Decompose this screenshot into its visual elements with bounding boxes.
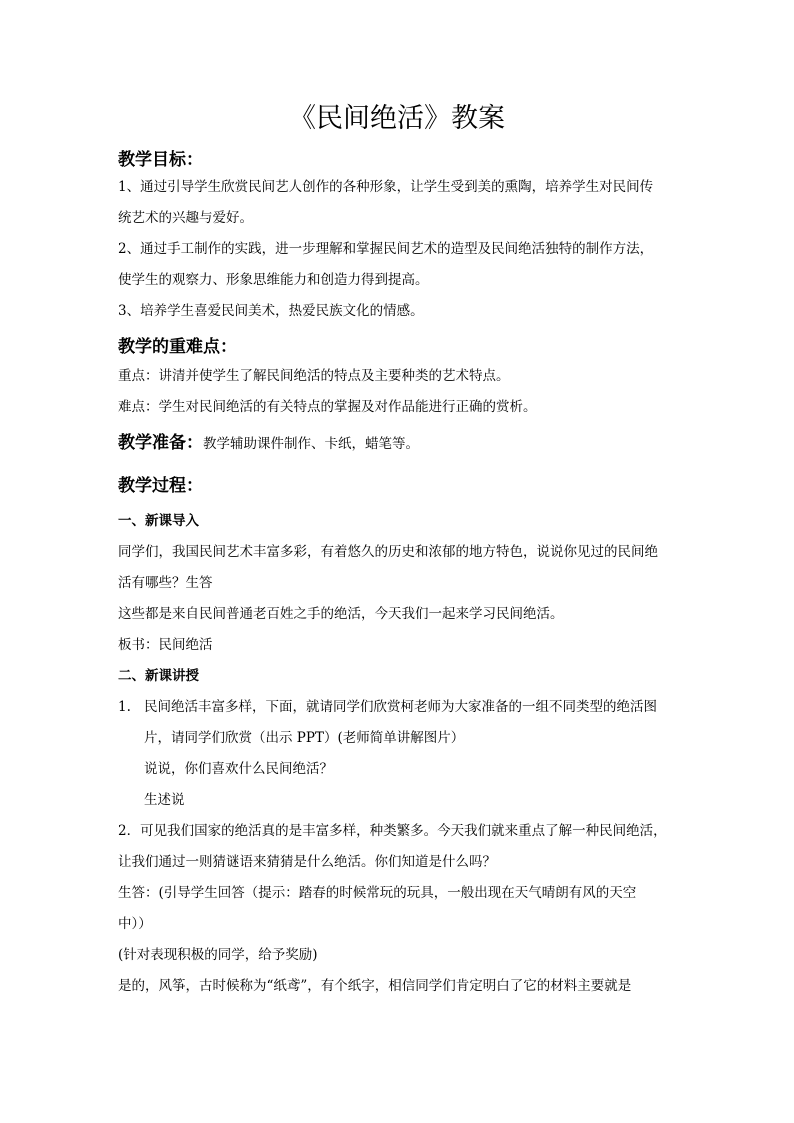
preparation-label: 教学准备： <box>118 433 203 453</box>
section2-item-2 <box>118 822 678 996</box>
key-point-line: 重点：讲清并使学生了解民间绝活的特点及主要种类的艺术特点。 <box>118 368 510 384</box>
item2-line: 2．可见我们国家的绝活真的是丰富多样，种类繁多。今天我们就来重点了解一种民间绝活， <box>118 823 667 839</box>
item2-line: 是的，风筝，古时候称为“纸鸢”，有个纸字，相信同学们肯定明白了它的材料主要就是 <box>118 978 632 994</box>
key-points-heading: 教学的重难点： <box>118 337 237 357</box>
process-heading: 教学过程： <box>118 476 203 496</box>
objective-line: 2、通过手工制作的实践，进一步理解和掌握民间艺术的造型及民间绝活独特的制作方法， <box>118 241 654 257</box>
section1-heading: 一、新课导入 <box>118 513 199 529</box>
item1-line: 生述说 <box>144 792 185 808</box>
item2-line: 中）） <box>118 916 152 932</box>
section1-line: 板书：民间绝活 <box>118 637 213 653</box>
item1-line: 片，请同学们欣赏（出示 PPT）(老师简单讲解图片） <box>144 730 465 746</box>
objective-line: 1、通过引导学生欣赏民间艺人创作的各种形象，让学生受到美的熏陶，培养学生对民间传 <box>118 179 654 195</box>
item2-line: (针对表现积极的同学，给予奖励) <box>118 947 318 963</box>
section1-line: 同学们，我国民间艺术丰富多彩，有着悠久的历史和浓郁的地方特色，说说你见过的民间绝 <box>118 544 658 560</box>
item2-line: 生答：(引导学生回答（提示：踏春的时候常玩的玩具，一般出现在天气晴朗有风的天空 <box>118 885 637 901</box>
objectives-list <box>118 178 678 321</box>
item2-line: 让我们通过一则猜谜语来猜猜是什么绝活。你们知道是什么吗？ <box>118 854 496 870</box>
section2-item-1 <box>118 698 678 810</box>
item1-line: 说说，你们喜欢什么民间绝活？ <box>144 761 333 777</box>
preparation-text: 教学辅助课件制作、卡纸，蜡笔等。 <box>203 436 419 452</box>
section1-line: 活有哪些？生答 <box>118 575 213 591</box>
objective-line: 统艺术的兴趣与爱好。 <box>118 210 253 226</box>
section2-heading: 二、新课讲授 <box>118 668 199 684</box>
objectives-heading: 教学目标： <box>118 150 203 170</box>
section1-body <box>118 543 678 655</box>
document-body <box>118 140 678 996</box>
objective-line: 3、培养学生喜爱民间美术，热爱民族文化的情感。 <box>118 303 424 319</box>
item1-line: 民间绝活丰富多样，下面，就请同学们欣赏柯老师为大家准备的一组不同类型的绝活图 <box>144 699 657 715</box>
objective-line: 使学生的观察力、形象思维能力和创造力得到提高。 <box>118 272 429 288</box>
page-title: 《民间绝活》教案 <box>289 103 505 134</box>
item-number: 1. <box>118 699 131 715</box>
preparation-heading <box>118 431 678 456</box>
key-point-line: 难点：学生对民间绝活的有关特点的掌握及对作品能进行正确的赏析。 <box>118 399 537 415</box>
section2-body <box>118 698 678 996</box>
section1-line: 这些都是来自民间普通老百姓之手的绝活，今天我们一起来学习民间绝活。 <box>118 606 564 622</box>
key-points-list <box>118 367 678 417</box>
